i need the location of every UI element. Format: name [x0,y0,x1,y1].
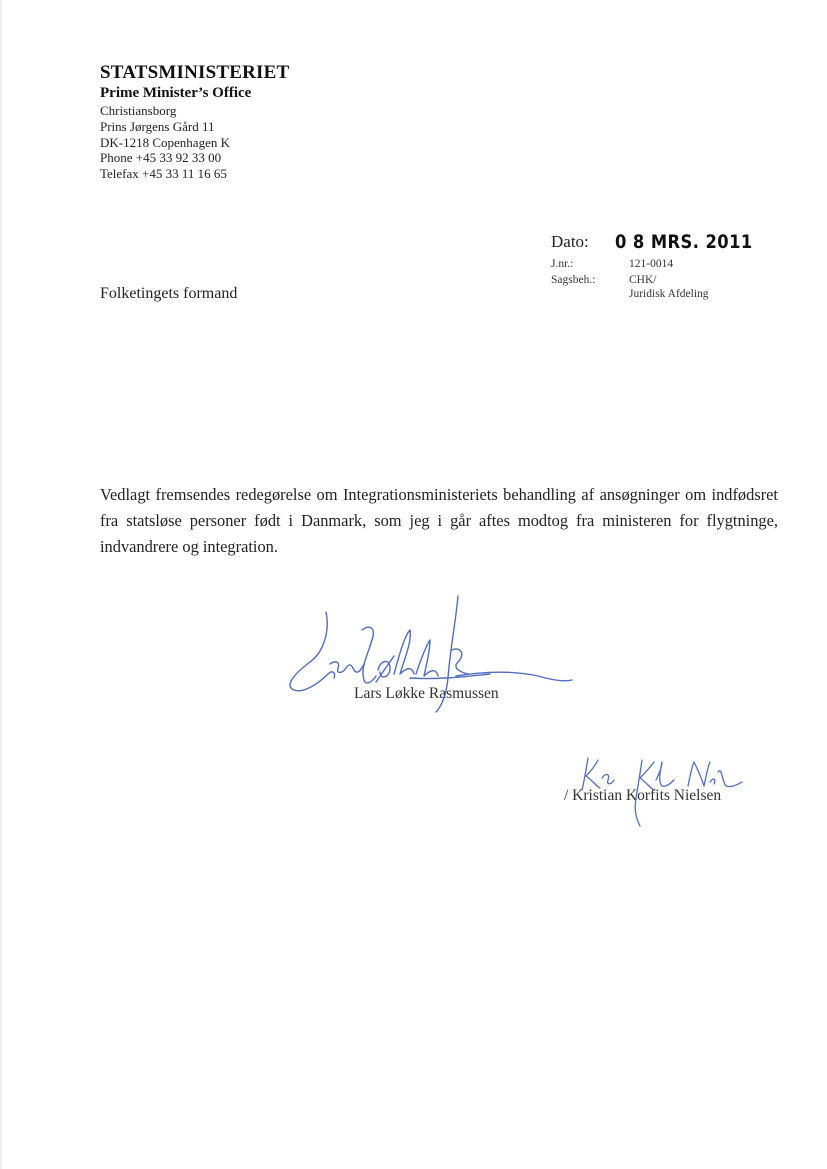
letterhead-address-line: DK-1218 Copenhagen K [100,134,230,150]
letterhead-title: STATSMINISTERIET [100,62,290,83]
jnr-row [551,258,811,274]
date-label: Dato: [551,232,589,251]
signature-kristian-korfits-nielsen [576,752,746,832]
signatory-name-primary: Lars Løkke Rasmussen [354,685,499,702]
letterhead-subtitle: Prime Minister’s Office [100,85,252,101]
sagsbeh-value: CHK/ [629,274,657,286]
signature-lars-lokke-rasmussen [280,590,580,720]
sagsbeh-row [551,274,811,304]
body-paragraph: Vedlagt fremsendes redegørelse om Integrationsministeriets behandling af ansøgninger om indfødsret fra statsløse personer født i Danmark, som jeg i går aftes modtog fra ministeren for flygtninge, indvandrere og integration. [100,485,778,556]
handwritten-signature-secondary [576,752,746,832]
document-metadata [551,232,811,304]
letterhead-address-line: Prins Jørgens Gård 11 [100,118,215,134]
letterhead-address-line: Christiansborg [100,103,177,118]
sagsbeh-department: Juridisk Afdeling [629,288,709,300]
signatory-name-secondary: / Kristian Korfits Nielsen [564,787,722,804]
jnr-value: 121-0014 [629,258,674,270]
letterhead-telefax: Telefax +45 33 11 16 65 [100,166,227,182]
sagsbeh-label: Sagsbeh.: [551,274,596,286]
handwritten-signature-primary [280,590,580,720]
scan-edge [0,0,3,1169]
date-stamp: 0 8 MRS. 2011 [615,231,753,253]
recipient: Folketingets formand [100,285,238,302]
letterhead [100,62,400,182]
letterhead-phone: Phone +45 33 92 33 00 [100,150,222,166]
date-row [551,232,811,258]
jnr-label: J.nr.: [551,258,574,270]
